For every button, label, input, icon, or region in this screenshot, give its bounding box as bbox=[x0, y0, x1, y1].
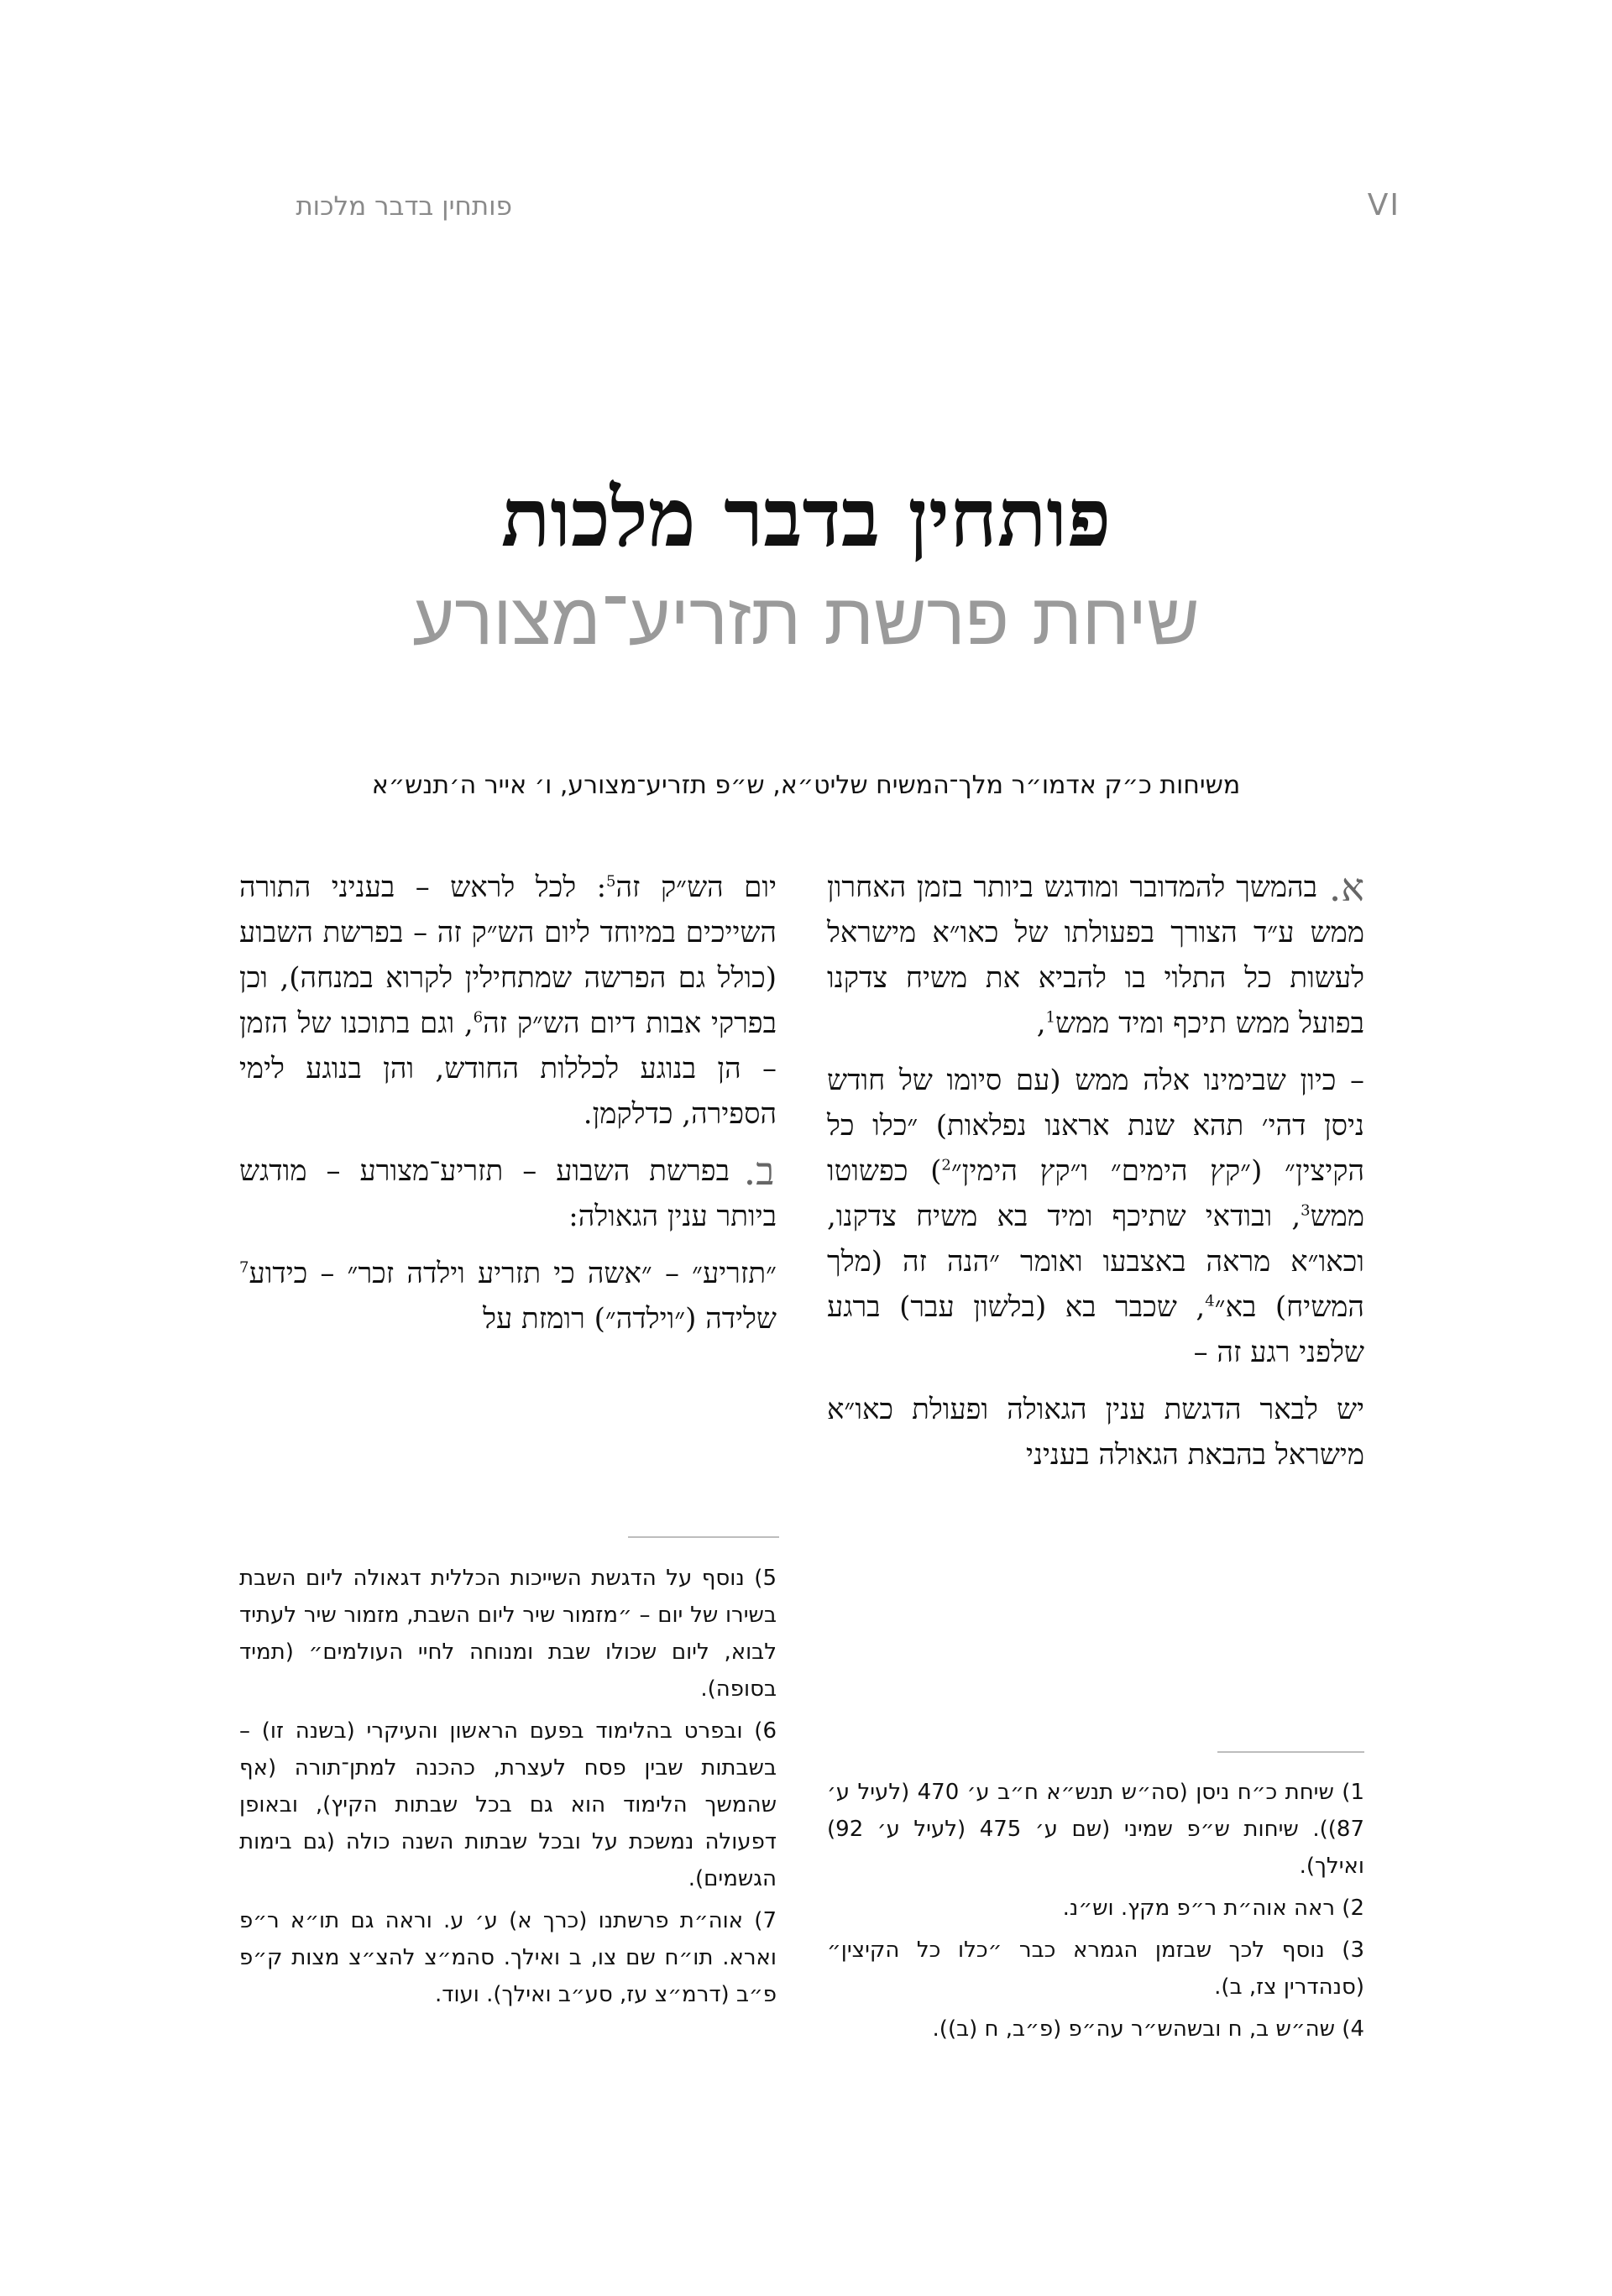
right-text-column bbox=[827, 865, 1364, 1489]
left-text-column bbox=[239, 865, 777, 1353]
page-number: VI bbox=[1367, 188, 1400, 222]
footnote-ref-6[interactable]: 6 bbox=[473, 1008, 484, 1027]
running-header-title: פותחין בדבר מלכות bbox=[296, 191, 512, 222]
page-title: פותחין בדבר מלכות bbox=[500, 470, 1112, 565]
footnotes-left bbox=[239, 1560, 777, 2018]
source-dedication: משיחות כ״ק אדמו״ר מלך־המשיח שליט״א, ש״פ תזריע־מצורע, ו׳ אייר ה׳תנש״א bbox=[371, 771, 1241, 800]
footnote-2: 2) ראה אוה״ת ר״פ מקץ. וש״נ. bbox=[1062, 1896, 1364, 1921]
paragraph-shabbat-text-c: , וגם בתוכנו של הזמן – הן בנוגע לכללות החודש, והן בנוגע לימי הספירה, כדלקמן. bbox=[239, 1007, 777, 1131]
paragraph-shabbat-text-b: : לכל לראש – בעניני התורה השייכים במיוחד ליום הש״ק זה – בפרשת השבוע (כולל גם הפרשה שמתחילין לקרוא במנחה), וכן בפרקי אבות דיום הש״ק זה bbox=[239, 871, 777, 1040]
section-b-letter: ב. bbox=[743, 1148, 775, 1194]
paragraph-shabbat-text-a: יום הש״ק זה bbox=[615, 871, 777, 904]
footnote-ref-3[interactable]: 3 bbox=[1301, 1201, 1311, 1220]
footnote-6: 6) ובפרט בהלימוד בפעם הראשון והעיקרי (בשנה זו) – בשבתות שבין פסח לעצרת, כהכנה למתן־תורה (אף שהמשך הלימוד הוא גם בכל שבתות הקיץ), ובאופן דפעולה נמשכת על ובכל שבתות השנה כולה (גם בימות הגשמים). bbox=[239, 1718, 777, 1891]
paragraph-2-text-b: ) כפשוטו ממש bbox=[827, 1154, 1364, 1233]
paragraph-2-text-c: , ובודאי שתיכף ומיד בא משיח צדקנו, וכאו״א מראה באצבעו ואומר ״הנה זה (מלך המשיח) בא״ bbox=[827, 1200, 1364, 1324]
footnote-ref-4[interactable]: 4 bbox=[1205, 1292, 1215, 1310]
section-a-text: בהמשך להמדובר ומודגש ביותר בזמן האחרון ממש ע״ד הצורך בפעולתו של כאו״א מישראל לעשות כל התלוי בו להביא את משיח צדקנו בפועל ממש תיכף ומיד ממש bbox=[827, 871, 1364, 1040]
page-subtitle: שיחת פרשת תזריע־מצורע bbox=[412, 578, 1200, 662]
paragraph-2 bbox=[827, 1058, 1364, 1375]
footnote-ref-7[interactable]: 7 bbox=[239, 1258, 249, 1277]
paragraph-2-text-d: , שכבר בא (בלשון עבר) ברגע שלפני רגע זה – bbox=[827, 1290, 1364, 1369]
section-a-paragraph: א. בהמשך להמדובר ומודגש ביותר בזמן האחרון ממש ע״ד הצורך בפעולתו של כאו״א מישראל לעשות כל התלוי בו להביא את משיח צדקנו בפועל ממש תיכף ומיד ממש$^1$, bbox=[827, 865, 1364, 1040]
paragraph-tazria bbox=[239, 1251, 777, 1342]
section-a-letter: א. bbox=[1328, 865, 1364, 910]
footnote-ref-1[interactable]: 1 bbox=[1045, 1008, 1055, 1027]
paragraph-tazria-text-b: שלידה (״וילדה״) רומזת על bbox=[483, 1302, 777, 1336]
footnote-ref-2[interactable]: 2 bbox=[941, 1156, 951, 1174]
footnotes-right bbox=[827, 1774, 1364, 2053]
footnote-1: 1) שיחת כ״ח ניסן (סה״ש תנש״א ח״ב ע׳ 470 (לעיל ע׳ 87)). שיחות ש״פ שמיני (שם ע׳ 475 (לעיל ע׳ 92) ואילך). bbox=[827, 1780, 1364, 1879]
paragraph-2-text-a: – כיון שבימינו אלה ממש (עם סיומו של חודש ניסן דהי׳ תהא שנת אראנו נפלאות) ״כלו כל הקיצין״ (״קץ הימים״ ו״קץ הימין״ bbox=[827, 1064, 1365, 1188]
footnote-3: 3) נוסף לכך שבזמן הגמרא כבר ״כלו כל הקיצין״ (סנהדרין צז, ב). bbox=[827, 1938, 1364, 2000]
footnote-4: 4) שה״ש ב, ח ובשהש״ר עה״פ (פ״ב, ח (ב)). bbox=[932, 2016, 1364, 2042]
section-b-text: בפרשת השבוע – תזריע־מצורע – מודגש ביותר ענין הגאולה: bbox=[239, 1154, 777, 1233]
paragraph-shabbat bbox=[239, 865, 777, 1137]
footnote-ref-5[interactable]: 5 bbox=[606, 872, 616, 891]
footnote-7: 7) אוה״ת פרשתנו (כרך א) ע׳ ע. וראה גם תו״א ר״פ וארא. תו״ח שם צו, ב ואילך. סהמ״צ להצ״צ מצות ק״פ פ״ב (דרמ״צ עז, סע״ב ואילך). ועוד. bbox=[239, 1908, 777, 2007]
footnote-5: 5) נוסף על הדגשת השייכות הכללית דגאולה ליום השבת בשירו של יום – ״מזמור שיר ליום השבת, מזמור שיר לעתיד לבוא, ליום שכולו שבת ומנוחה לחיי העולמים״ (תמיד בסופה). bbox=[239, 1566, 777, 1702]
paragraph-tazria-text-a: ״תזריע״ – ״אשה כי תזריע וילדה זכר״ – כידוע bbox=[249, 1257, 777, 1290]
section-b-paragraph bbox=[239, 1148, 777, 1239]
paragraph-3: יש לבאר הדגשת ענין הגאולה ופעולת כאו״א מישראל בהבאת הגאולה בעניני bbox=[827, 1393, 1364, 1472]
footnote-divider-left bbox=[628, 1536, 779, 1538]
footnote-divider-right bbox=[1217, 1751, 1364, 1753]
